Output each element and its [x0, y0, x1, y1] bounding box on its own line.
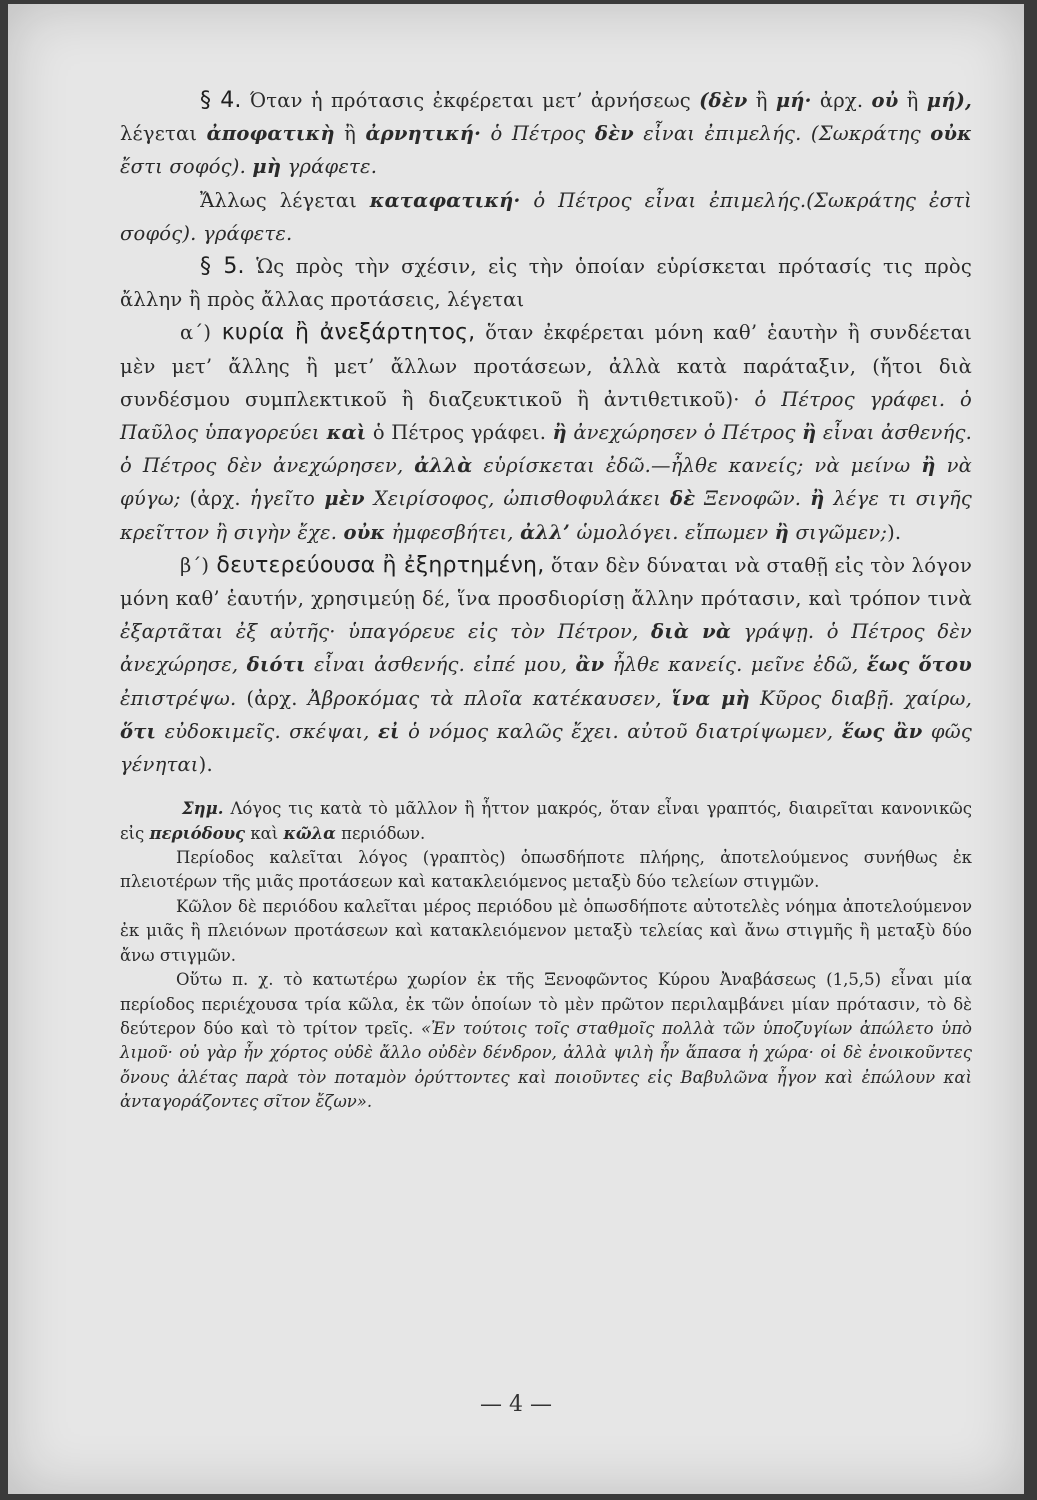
term-affirmative: καταφατική· [369, 188, 521, 212]
paragraph-section-5: § 5. Ὡς πρὸς τὴν σχέσιν, εἰς τὴν ὁποίαν εὑρίσκεται πρότασίς τις πρὸς ἄλλην ἢ πρὸς ἄλλας προτάσεις, λέγεται [120, 254, 972, 312]
quote-xenophon: «Ἐν τούτοις τοῖς σταθμοῖς πολλὰ τῶν ὑποζυγίων ἀπώλετο ὑπὸ λιμοῦ· οὐ γὰρ ἦν χόρτος οὐδὲ ἄλλο οὐδὲν δένδρον, ἀλλὰ ψιλὴ ἦν ἅπασα ἡ χώρα· οἱ δὲ ἐνοικοῦντες ὄνους ἀλέτας παρὰ τὸν ποταμὸν ὀρύττοντες καὶ ποιοῦντες εἰς Βαβυλῶνα ἦγον καὶ ἐπώλουν καὶ ἀνταγοράζοντες σῖτον ἔζων». [120, 1018, 972, 1112]
note-label: Σημ. [182, 799, 224, 819]
main-body [120, 84, 972, 781]
page-number: — 4 — [480, 1392, 552, 1417]
paragraph-item-a: α΄) κυρία ἢ ἀνεξάρτητος, ὅταν ἐκφέρεται μόνη καθ’ ἑαυτὴν ἢ συνδέεται μὲν μετ’ ἄλλης ἢ μετ’ ἄλλων προτάσεων, ἀλλὰ κατὰ παράταξιν, (ἤτοι διὰ συνδέσμου συμπλεκτικοῦ ἢ διαζευκτικοῦ ἢ ἀντιθετικοῦ)· ὁ Πέτρος γράφει. ὁ Παῦλος ὑπαγορεύει καὶ ὁ Πέτρος γράφει. ἢ ἀνεχώρησεν ὁ Πέτρος ἢ εἶναι ἀσθενής. ὁ Πέτρος δὲν ἀνεχώρησεν, ἀλλὰ εὑρίσκεται ἐδῶ.—ἦλθε κανείς; νὰ μείνω ἢ νὰ φύγω; (ἀρχ. ἡγεῖτο μὲν Χειρίσοφος, ὠπισθοφυλάκει δὲ Ξενοφῶν. ἢ λέγε τι σιγῆς κρεῖττον ἢ σιγὴν ἔχε. οὐκ ἠμφεσβήτει, ἀλλ’ ὡμολόγει. εἴπωμεν ἢ σιγῶμεν;). [120, 320, 972, 544]
term-main-clause: κυρία ἢ ἀνεξάρτητος, [211, 320, 476, 346]
page-sheet [8, 4, 1024, 1494]
note-paragraph: Κῶλον δὲ περιόδου καλεῖται μέρος περιόδου μὲ ὁπωσδήποτε αὐτοτελὲς νόημα ἀποτελούμενον ἐκ μιᾶς ἢ πλειόνων προτάσεων καὶ κατακλειόμενον μεταξὺ τελείας καὶ ἄνω στιγμῆς ἢ μεταξὺ δύο ἄνω στιγμῶν. [120, 896, 972, 965]
term-negative: ἀποφατικὴ [206, 122, 335, 146]
note-paragraph: Περίοδος καλεῖται λόγος (γραπτὸς) ὁπωσδήποτε πλήρης, ἀποτελούμενος συνήθως ἐκ πλειοτέρων τῆς μιᾶς προτάσεων καὶ κατακλειόμενος μεταξὺ δύο τελείων στιγμῶν. [120, 848, 972, 892]
term-subordinate-clause: δευτερεύουσα ἢ ἐξηρτημένη, [209, 552, 545, 578]
section-label: § 5. [200, 254, 245, 280]
paragraph-section-4: § 4. Όταν ἡ πρότασις ἐκφέρεται μετ’ ἀρνήσεως (δὲν ἢ μή· ἀρχ. οὐ ἢ μή), λέγεται ἀποφατικὴ ἢ ἀρνητική· ὁ Πέτρος δὲν εἶναι ἐπιμελής. (Σωκράτης οὐκ ἔστι σοφός). μὴ γράφετε. [120, 88, 972, 179]
term-negative-alt: ἀρνητική· [365, 122, 482, 146]
note-paragraph: Σημ. Λόγος τις κατὰ τὸ μᾶλλον ἢ ἧττον μακρός, ὅταν εἶναι γραπτός, διαιρεῖται κανονικῶς εἰς περιόδους καὶ κῶλα περιόδων. [120, 799, 972, 843]
paragraph-affirmative: Ἄλλως λέγεται καταφατική· ὁ Πέτρος εἶναι ἐπιμελής.(Σωκράτης ἐστὶ σοφός). γράφετε. [120, 188, 972, 245]
section-label: § 4. [200, 88, 242, 113]
notes-block [120, 797, 972, 1114]
page-text [120, 84, 972, 1115]
note-paragraph: Οὕτω π. χ. τὸ κατωτέρω χωρίον ἐκ τῆς Ξενοφῶντος Κύρου Ἀναβάσεως (1,5,5) εἶναι μία περίοδος περιέχουσα τρία κῶλα, ἐκ τῶν ὁποίων τὸ μὲν πρῶτον περιλαμβάνει μίαν πρότασιν, τὸ δὲ δεύτερον δύο καὶ τὸ τρίτον τρεῖς. «Ἐν τούτοις τοῖς σταθμοῖς πολλὰ τῶν ὑποζυγίων ἀπώλετο ὑπὸ λιμοῦ· οὐ γὰρ ἦν χόρτος οὐδὲ ἄλλο οὐδὲν δένδρον, ἀλλὰ ψιλὴ ἦν ἅπασα ἡ χώρα· οἱ δὲ ἐνοικοῦντες ὄνους ἀλέτας παρὰ τὸν ποταμὸν ὀρύττοντες καὶ ποιοῦντες εἰς Βαβυλῶνα ἦγον καὶ ἐπώλουν καὶ ἀνταγοράζοντες σῖτον ἔζων». [120, 970, 972, 1112]
paragraph-item-b: β΄) δευτερεύουσα ἢ ἐξηρτημένη, ὅταν δὲν δύναται νὰ σταθῇ εἰς τὸν λόγον μόνη καθ’ ἑαυτήν, χρησιμεύῃ δέ, ἵνα προσδιορίσῃ ἄλλην πρότασιν, καὶ τρόπον τινὰ ἐξαρτᾶται ἐξ αὐτῆς· ὑπαγόρευε εἰς τὸν Πέτρον, διὰ νὰ γράψῃ. ὁ Πέτρος δὲν ἀνεχώρησε, διότι εἶναι ἀσθενής. εἰπέ μου, ἂν ἦλθε κανείς. μεῖνε ἐδῶ, ἕως ὅτου ἐπιστρέψω. (ἀρχ. Ἀβροκόμας τὰ πλοῖα κατέκαυσεν, ἵνα μὴ Κῦρος διαβῇ. χαίρω, ὅτι εὐδοκιμεῖς. σκέψαι, εἰ ὁ νόμος καλῶς ἔχει. αὐτοῦ διατρίψωμεν, ἕως ἂν φῶς γένηται). [120, 552, 973, 777]
